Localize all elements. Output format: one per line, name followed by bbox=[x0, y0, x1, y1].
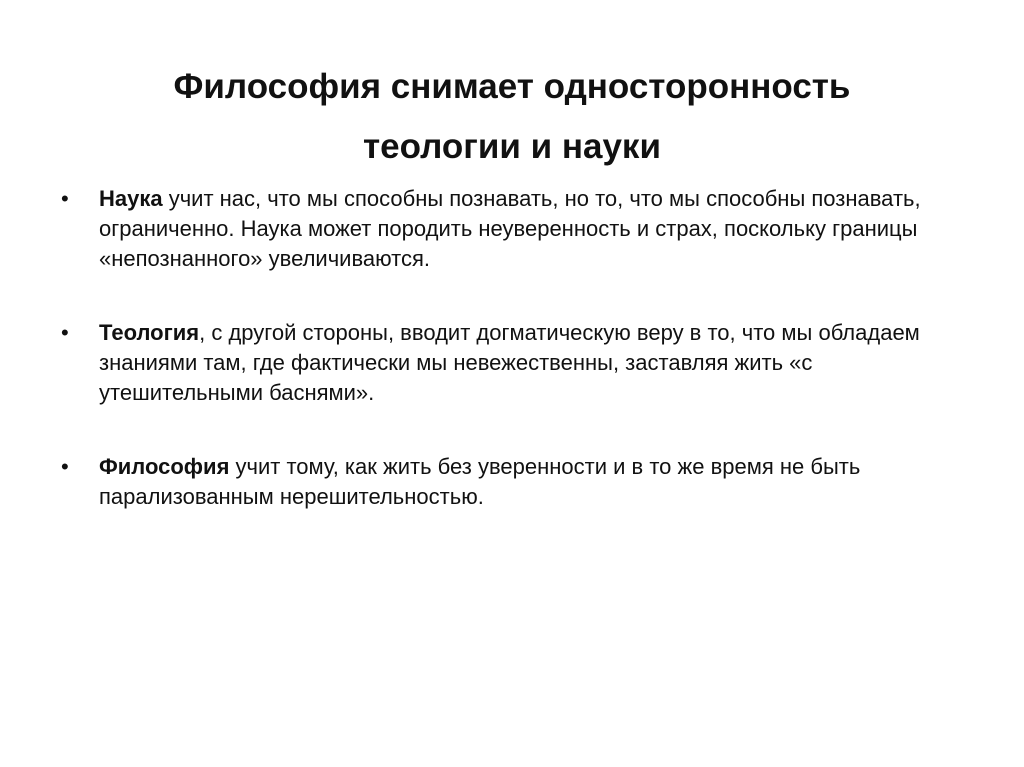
bullet-text: , с другой стороны, вводит догматическую веру в то, что мы обладаем знаниями там, где фактически мы невежественны, заставляя жить «с утешительными баснями». bbox=[99, 320, 920, 405]
bullet-item-theology bbox=[61, 318, 981, 408]
slide-title-line-2: теологии и науки bbox=[363, 127, 661, 167]
bullet-text: учит нас, что мы способны познавать, но то, что мы способны познавать, ограниченно. Наука может породить неуверенность и страх, поскольку границы «непознанного» увеличиваются. bbox=[99, 186, 921, 271]
bullet-text: учит тому, как жить без уверенности и в то же время не быть парализованным нерешительностью. bbox=[99, 454, 861, 509]
slide-title-line-1: Философия снимает односторонность bbox=[173, 67, 851, 107]
bullet-marker: • bbox=[61, 320, 69, 345]
bullet-marker: • bbox=[61, 186, 69, 211]
bullet-list bbox=[61, 184, 981, 556]
slide-title bbox=[0, 57, 1024, 177]
bullet-item-science bbox=[61, 184, 981, 274]
bullet-term: Философия bbox=[99, 454, 230, 479]
bullet-term: Теология bbox=[99, 320, 200, 345]
bullet-marker: • bbox=[61, 454, 69, 479]
bullet-item-philosophy bbox=[61, 452, 981, 512]
bullet-term: Наука bbox=[99, 186, 163, 211]
